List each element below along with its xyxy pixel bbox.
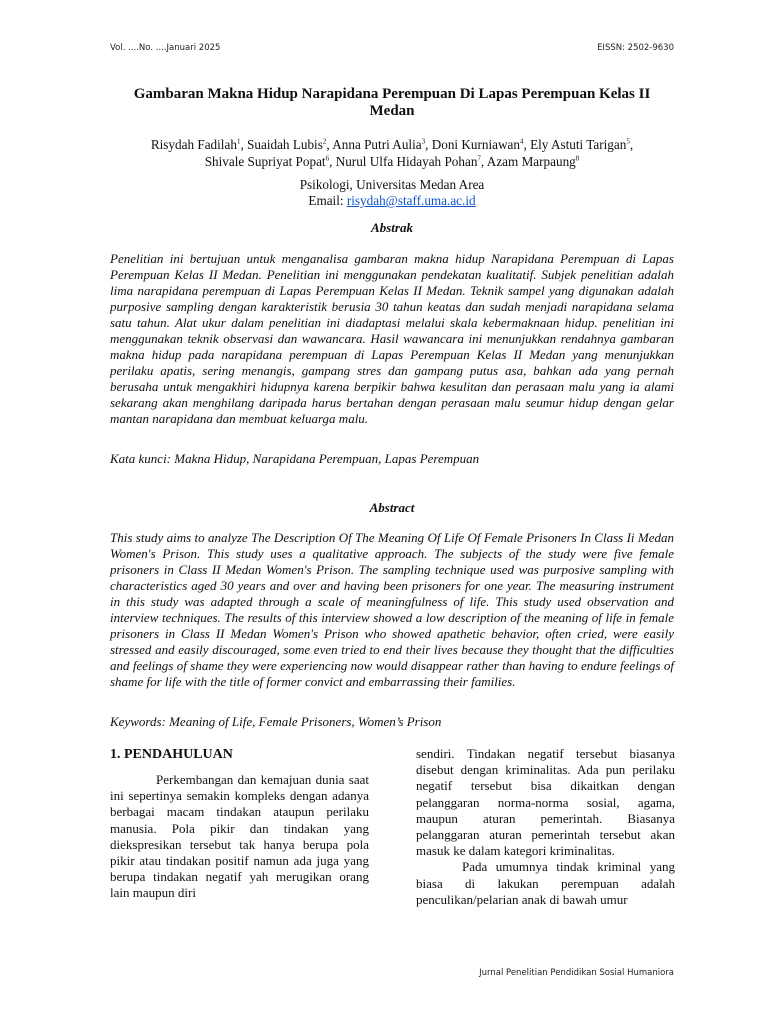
paragraph: Perkembangan dan kemajuan dunia saat ini sepertinya semakin kompleks dengan adanya berbagai macam tindakan ataupun perilaku manusia. Pola pikir dan tindakan yang diekspresikan tersebut tak hanya berupa pola pikir atau tindakan positif namun ada juga yang berupa tindakan negatif yah merugikan orang lain maupun diri bbox=[110, 772, 369, 901]
author-name: Azam Marpaung bbox=[486, 154, 576, 169]
header-eissn: EISSN: 2502-9630 bbox=[597, 43, 674, 53]
author-name: Risydah Fadilah bbox=[150, 137, 237, 152]
author-affiliation-index: 2 bbox=[322, 137, 327, 146]
paragraph: Pada umumnya tindak kriminal yang biasa di lakukan perempuan adalah penculikan/pelarian anak di bawah umur bbox=[416, 859, 675, 907]
header-volume: Vol. ....No. ....Januari 2025 bbox=[110, 43, 221, 53]
author-affiliation-index: 6 bbox=[325, 154, 330, 163]
abstract-keywords: Keywords: Meaning of Life, Female Prisoners, Women’s Prison bbox=[110, 714, 442, 729]
author-affiliation-index: 3 bbox=[421, 137, 426, 146]
author-affiliation-index: 8 bbox=[575, 154, 580, 163]
email-label: Email: bbox=[308, 193, 347, 208]
author-name: Suaidah Lubis bbox=[247, 137, 323, 152]
affiliation: Psikologi, Universitas Medan Area bbox=[299, 177, 485, 192]
abstract-heading: Abstract bbox=[369, 500, 415, 515]
author-name: Anna Putri Aulia bbox=[332, 137, 422, 152]
affiliation-block bbox=[110, 177, 674, 209]
author-list bbox=[110, 136, 674, 170]
author-affiliation-index: 5 bbox=[626, 137, 630, 146]
paper-title bbox=[110, 86, 674, 120]
author-name: Nurul Ulfa Hidayah Pohan bbox=[335, 154, 478, 169]
author-affiliation-index: 1 bbox=[236, 137, 241, 146]
paragraph-continued: sendiri. Tindakan negatif tersebut biasanya disebut dengan kriminalitas. Ada pun perilaku negatif tersebut bisa dikaitkan dengan pelanggaran norma-norma sosial, agama, maupun aturan pemerintah. Biasanya pelanggaran aturan pemerintah tersebut akan masuk ke dalam kategori kriminalitas. bbox=[416, 746, 675, 859]
abstrak-keywords: Kata kunci: Makna Hidup, Narapidana Perempuan, Lapas Perempuan bbox=[110, 451, 480, 466]
author-line-2: Shivale Supriyat Popat$^6$, Nurul Ulfa Hidayah Pohan$^7$, Azam Marpaung$^8$ bbox=[204, 154, 580, 169]
abstrak-heading: Abstrak bbox=[371, 220, 413, 235]
column-left bbox=[110, 746, 369, 902]
email-line bbox=[110, 193, 674, 209]
abstract-body: This study aims to analyze The Description Of The Meaning Of Life Of Female Prisoners In Class Ii Medan Women's Prison. This study uses a qualitative approach. The subjects of the study were five female prisoners in Class II Medan Women's Prison. The sampling technique used was purposive sampling with characteristics aged 30 years and over and having been prisoners for one year. The measuring instrument in this study was adapted through a scale of meaningfulness of life. This study used observation and interview techniques. The results of this interview showed a low description of the meaning of life in female prisoners in Class II Medan Women's Prison who showed apathetic behavior, often cried, were easily stressed and easily discouraged, some even tried to end their lives because they thought that the difficulties and feelings of shame they were experiencing now would disappear rather than having to endure feelings of shame for life with the title of former convict and embarrassing their families. bbox=[110, 530, 674, 689]
author-affiliation-index: 7 bbox=[477, 154, 481, 163]
author-name: Shivale Supriyat Popat bbox=[204, 154, 326, 169]
column-right bbox=[416, 746, 675, 908]
email-link[interactable]: risydah@staff.uma.ac.id bbox=[346, 193, 476, 208]
abstrak-body: Penelitian ini bertujuan untuk menganalisa gambaran makna hidup Narapidana Perempuan di Lapas Perempuan Kelas II Medan. Penelitian ini menggunakan pendekatan kualitatif. Subjek penelitian adalah lima narapidana perempuan di Lapas Perempuan Kelas II Medan. Teknik sampel yang digunakan adalah purposive sampling dengan karakteristik berusia 30 tahun keatas dan sudah menjadi narapidana selama satu tahun. Alat ukur dalam penelitian ini diadaptasi melalui skala kebermaknaan hidup. penelitian ini menggunakan teknik observasi dan wawancara. Hasil wawancara ini menunjukkan rendahnya gambaran makna hidup pada narapidana perempuan di Lapas Perempuan Kelas II Medan yang menunjukkan perilaku apatis, sering menangis, gampang stres dan gampang putus asa, bahkan ada yang pernah berusaha untuk mengakhiri hidupnya karena berpikir bahwa kesulitan dan perasaan malu yang ia alami sekarang akan menghilang daripada harus bertahan dengan perasaan malu seumur hidup dengan gelar mantan narapidana dan membuat keluarga malu. bbox=[110, 251, 674, 426]
section-heading-pendahuluan: 1. PENDAHULUAN bbox=[110, 747, 233, 762]
paper-title-line-1: Gambaran Makna Hidup Narapidana Perempuan Di Lapas Perempuan Kelas II bbox=[133, 86, 651, 102]
author-name: Doni Kurniawan bbox=[431, 137, 520, 152]
author-name: Ely Astuti Tarigan bbox=[530, 137, 627, 152]
author-line-1: Risydah Fadilah$^1$, Suaidah Lubis$^2$, Anna Putri Aulia$^3$, Doni Kurniawan$^4$, Ely Astuti Tarigan$^5$, bbox=[150, 137, 634, 152]
author-affiliation-index: 4 bbox=[519, 137, 524, 146]
footer-journal-name: Jurnal Penelitian Pendidikan Sosial Humaniora bbox=[479, 968, 674, 978]
paper-title-line-2: Medan bbox=[369, 103, 415, 119]
